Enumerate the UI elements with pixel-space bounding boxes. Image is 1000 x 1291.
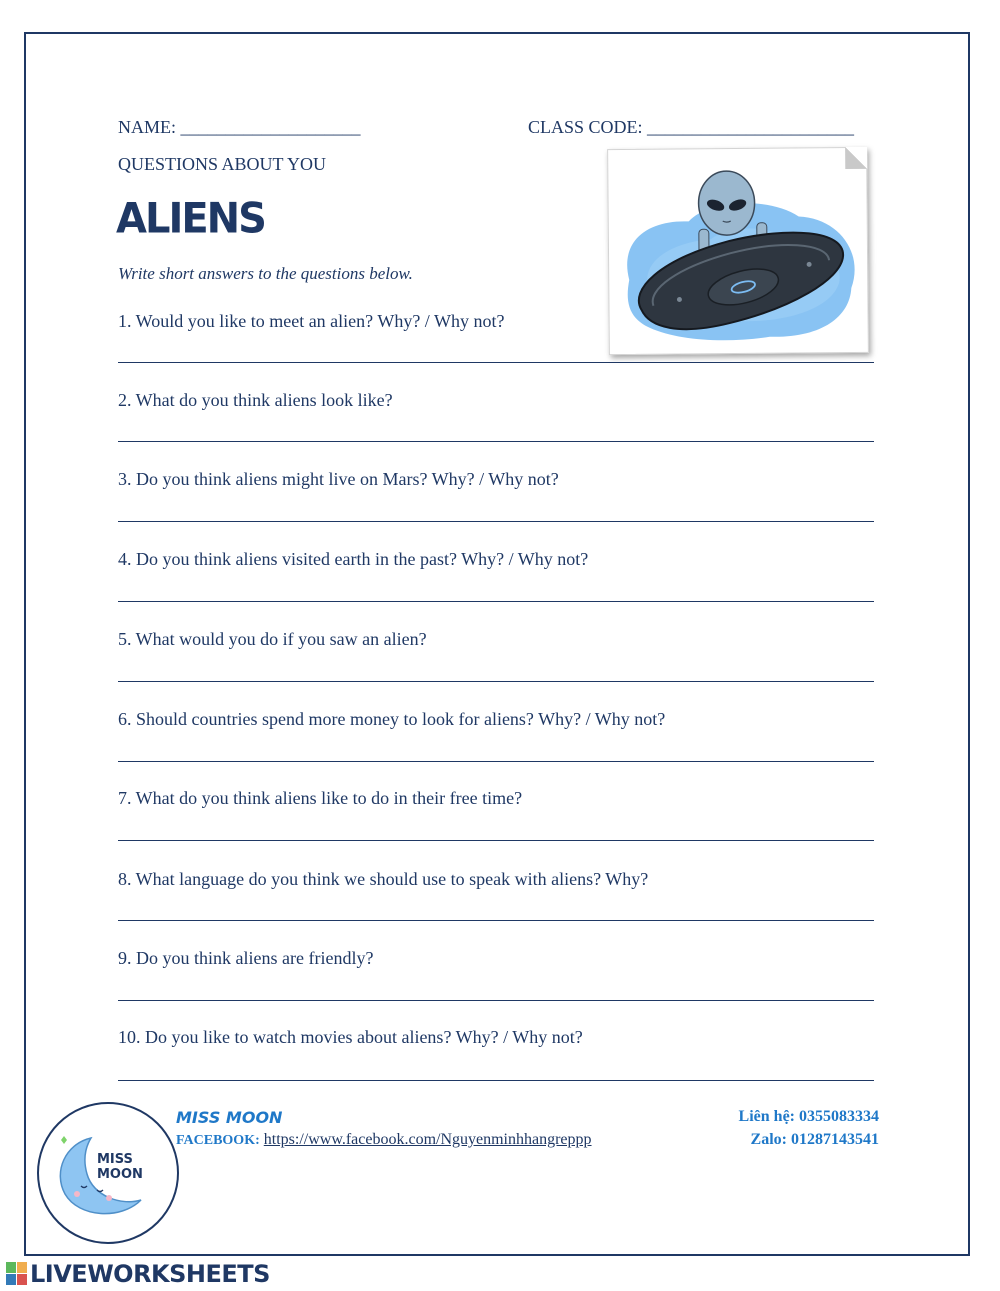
question-7: 7. What do you think aliens like to do in their free time? — [118, 788, 523, 808]
answer-line-4[interactable] — [118, 601, 874, 602]
answer-line-9[interactable] — [118, 1000, 874, 1001]
answer-line-8[interactable] — [118, 920, 874, 921]
question-5: 5. What would you do if you saw an alien? — [118, 629, 427, 649]
contact-phone: Liên hệ: 0355083334 — [738, 1108, 879, 1125]
liveworksheets-logo-icon — [6, 1262, 28, 1286]
contact-zalo: Zalo: 01287143541 — [750, 1131, 879, 1148]
question-1: 1. Would you like to meet an alien? Why? / Why not? — [118, 311, 505, 331]
instructions-text: Write short answers to the questions below. — [118, 264, 413, 283]
question-6: 6. Should countries spend more money to look for aliens? Why? / Why not? — [118, 709, 666, 729]
answer-line-10[interactable] — [118, 1080, 874, 1081]
logo-text: MISS MOON — [97, 1152, 143, 1182]
worksheet-title: ALIENS — [116, 194, 265, 244]
facebook-label: FACEBOOK: — [176, 1133, 260, 1148]
class-code-field-label: CLASS CODE: _______________________ — [528, 117, 855, 137]
question-4: 4. Do you think aliens visited earth in the past? Why? / Why not? — [118, 549, 589, 569]
alien-ufo-icon — [618, 158, 860, 344]
liveworksheets-watermark — [6, 1260, 270, 1288]
question-9: 9. Do you think aliens are friendly? — [118, 948, 374, 968]
answer-line-7[interactable] — [118, 840, 874, 841]
miss-moon-logo — [37, 1102, 179, 1244]
brand-name: MISS MOON — [176, 1108, 283, 1127]
answer-line-3[interactable] — [118, 521, 874, 522]
answer-line-2[interactable] — [118, 441, 874, 442]
name-field-label: NAME: ____________________ — [118, 117, 361, 137]
question-10: 10. Do you like to watch movies about aliens? Why? / Why not? — [118, 1027, 583, 1047]
alien-ufo-picture — [607, 147, 869, 355]
question-8: 8. What language do you think we should use to speak with aliens? Why? — [118, 869, 649, 889]
facebook-link[interactable]: https://www.facebook.com/Nguyenminhhangreppp — [263, 1131, 592, 1148]
question-2: 2. What do you think aliens look like? — [118, 390, 393, 410]
answer-line-6[interactable] — [118, 761, 874, 762]
answer-line-5[interactable] — [118, 681, 874, 682]
page-curl-corner — [845, 147, 867, 169]
facebook-row — [176, 1131, 592, 1149]
answer-line-1[interactable] — [118, 362, 874, 363]
worksheet-subtitle: QUESTIONS ABOUT YOU — [118, 154, 327, 174]
question-3: 3. Do you think aliens might live on Mars? Why? / Why not? — [118, 469, 559, 489]
watermark-text: LIVEWORKSHEETS — [30, 1260, 270, 1288]
